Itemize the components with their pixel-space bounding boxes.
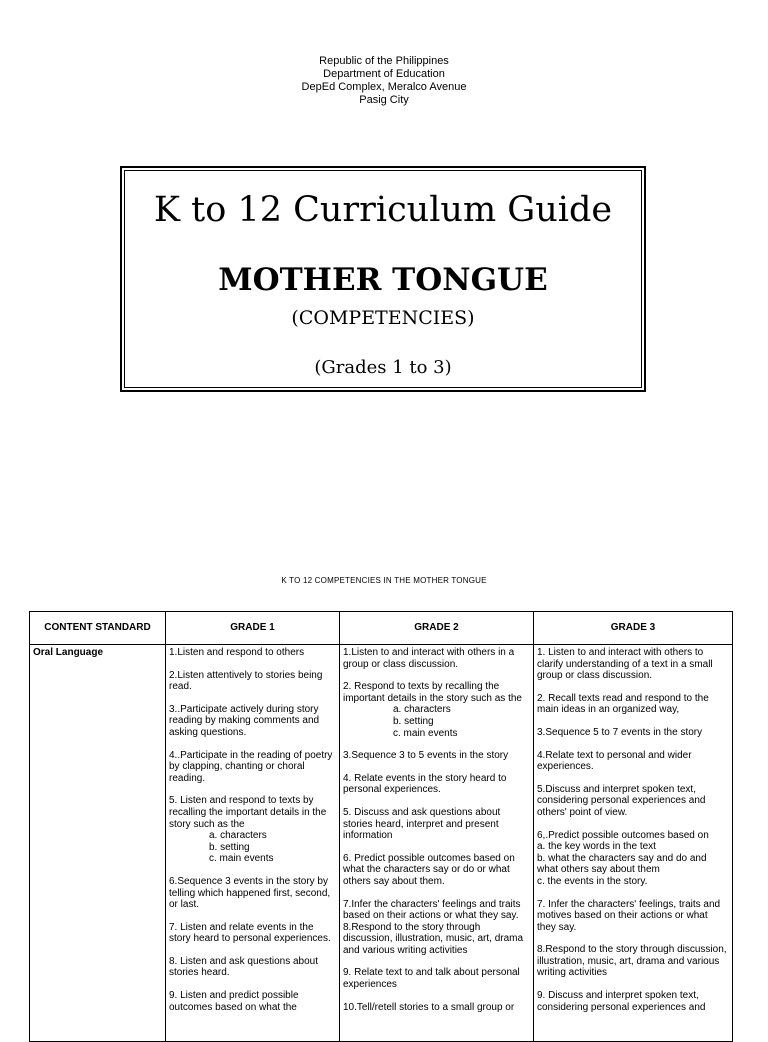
grade-range: (Grades 1 to 3)	[314, 357, 452, 378]
grade1-item: 4..Participate in the reading of poetry by clapping, chanting or choral reading.	[169, 749, 333, 784]
content-standard-cell: Oral Language	[30, 645, 166, 1042]
grade2-item: 3.Sequence 3 to 5 events in the story	[343, 750, 509, 762]
grade3-item: 9. Discuss and interpret spoken text, considering personal experiences and	[537, 990, 706, 1013]
grade2-item: 8.Respond to the story through discussion, illustration, music, art, drama and various writing activities	[343, 921, 524, 956]
grade3-subitem: a. the key words in the text	[537, 841, 656, 853]
subject-title: MOTHER TONGUE	[218, 262, 548, 298]
grade1-subitem: c. main events	[209, 853, 274, 865]
grade1-item: 6.Sequence 3 events in the story by telling which happened first, second, or last.	[169, 875, 331, 911]
document-title: K to 12 Curriculum Guide	[153, 190, 613, 230]
grade2-item: 4. Relate events in the story heard to personal experiences.	[343, 772, 507, 796]
grade1-item: 2.Listen attentively to stories being read.	[169, 669, 323, 693]
grade3-item: 2. Recall texts read and respond to the main ideas in an organized way,	[537, 692, 709, 716]
grade2-item: 9. Relate text to and talk about personal experiences	[343, 967, 520, 991]
header-grade-3: GRADE 3	[534, 612, 733, 645]
letterhead-department: Department of Education	[323, 68, 445, 80]
document-type: (COMPETENCIES)	[291, 307, 475, 329]
grade3-item: 5.Discuss and interpret spoken text, considering personal experiences and others' point of view.	[537, 783, 706, 818]
grade3-item: 4.Relate text to personal and wider experiences.	[537, 749, 692, 773]
table-caption: K TO 12 COMPETENCIES IN THE MOTHER TONGUE	[281, 576, 487, 585]
letterhead-country: Republic of the Philippines	[319, 55, 449, 67]
grade1-subitem: b. setting	[209, 841, 250, 853]
grade1-subitem: a. characters	[209, 830, 267, 842]
grade1-item: 5. Listen and respond to texts by recalling the important details in the story such as the	[169, 795, 327, 830]
grade2-subitem: c. main events	[393, 727, 458, 739]
grade1-item: 3..Participate actively during story reading by making comments and asking questions.	[169, 703, 320, 738]
grade3-item: 6,.Predict possible outcomes based on	[537, 829, 709, 841]
grade3-item: 1. Listen to and interact with others to clarify understanding of a text in a small group or class discussion.	[537, 647, 713, 682]
grade3-subitem: c. the events in the story.	[537, 875, 648, 887]
grade-1-cell	[166, 645, 340, 1042]
grade3-subitem: b. what the characters say and do and what others say about them	[537, 852, 707, 876]
grade2-item: 7.Infer the characters' feelings and traits based on their actions or what they say.	[343, 898, 521, 922]
grade-2-cell	[340, 645, 534, 1042]
grade2-item: 1.Listen to and interact with others in a group or class discussion.	[343, 647, 515, 670]
grade2-subitem: a. characters	[393, 704, 451, 716]
header-grade-1: GRADE 1	[166, 612, 340, 645]
grade1-item: 7. Listen and relate events in the story heard to personal experiences.	[169, 921, 331, 945]
letterhead	[0, 55, 768, 107]
grade-3-cell	[534, 645, 733, 1042]
table-row	[30, 645, 733, 1042]
grade2-item: 5. Discuss and ask questions about stories heard, interpret and present information	[343, 806, 501, 842]
letterhead-address: DepEd Complex, Meralco Avenue	[301, 81, 467, 93]
grade3-item: 8.Respond to the story through discussion, illustration, music, art, drama and various writing activities	[537, 944, 727, 979]
header-grade-2: GRADE 2	[340, 612, 534, 645]
grade2-item: 6. Predict possible outcomes based on what the characters say or do or what others say about them.	[343, 852, 515, 887]
grade1-item: 9. Listen and predict possible outcomes based on what the	[169, 990, 299, 1013]
grade2-subitem: b. setting	[393, 715, 434, 727]
grade1-item: 8. Listen and ask questions about stories heard.	[169, 955, 318, 979]
grade2-item: 2. Respond to texts by recalling the important details in the story such as the	[343, 681, 522, 704]
table-header-row	[30, 612, 733, 645]
title-box	[120, 166, 646, 392]
grade3-item: 7. Infer the characters' feelings, traits and motives based on their actions or what they say.	[537, 898, 721, 933]
grade3-item: 3.Sequence 5 to 7 events in the story	[537, 726, 703, 738]
grade1-item: 1.Listen and respond to others	[169, 647, 305, 658]
grade2-item: 10.Tell/retell stories to a small group or	[343, 1001, 515, 1013]
letterhead-city: Pasig City	[359, 94, 409, 106]
competencies-table	[29, 611, 733, 1042]
header-content-standard: CONTENT STANDARD	[30, 612, 166, 645]
